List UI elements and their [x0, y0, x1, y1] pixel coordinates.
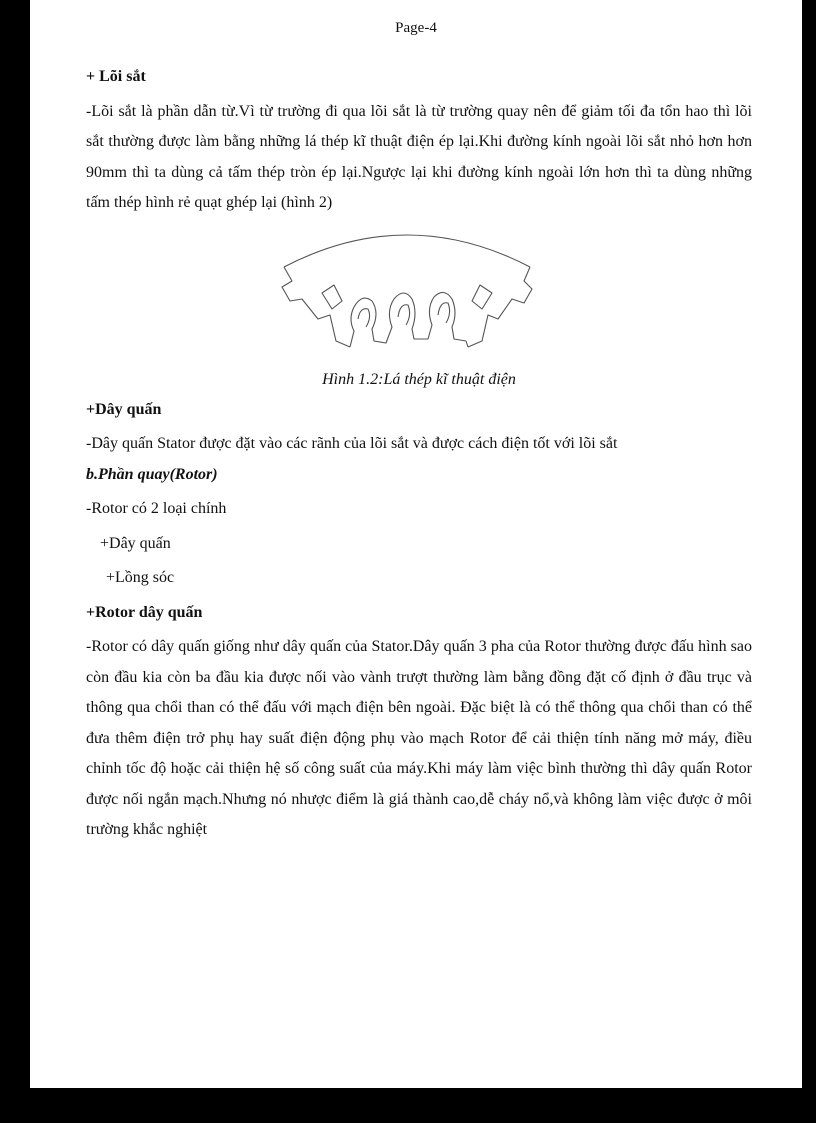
- rotor-type-long-soc: +Lồng sóc: [106, 569, 175, 586]
- paragraph-rotor-day-quan: -Rotor có dây quấn giống như dây quấn của Stator.Dây quấn 3 pha của Rotor thường được đấu hình sao còn đầu kia còn ba đầu kia được nối vào vành trượt thường làm bằng đồng đặt cố định ở đầu trục và thông qua chổi than có thể đấu với mạch điện bên ngoài. Đặc biệt là có thể thông qua chổi than có thể đưa thêm điện trở phụ hay suất điện động phụ vào mạch Rotor để cải thiện tính năng mở máy, điều chỉnh tốc độ hoặc cải thiện hệ số công suất của máy.Khi máy làm việc bình thường thì dây quấn Rotor được nối ngắn mạch.Nhưng nó nhược điểm là giá thành cao,dễ cháy nổ,và không làm việc được ở môi trường khắc nghiệt: [86, 638, 752, 838]
- slot-2-inner: [398, 304, 410, 324]
- subheading-rotor: b.Phần quay(Rotor): [86, 465, 218, 483]
- steel-lamination-illustration: [262, 223, 552, 363]
- slot-right-partial: [472, 285, 492, 309]
- heading-rotor-day-quan: +Rotor dây quấn: [86, 603, 203, 621]
- slot-left-partial: [322, 285, 342, 309]
- page-number: Page-4: [395, 20, 437, 36]
- slot-3-inner: [438, 302, 450, 322]
- slot-1-inner: [358, 308, 370, 326]
- page-content: [86, 62, 752, 846]
- heading-day-quan: +Dây quấn: [86, 400, 162, 418]
- paragraph-day-quan: -Dây quấn Stator được đặt vào các rãnh của lõi sắt và được cách điện tốt với lõi sắt: [86, 435, 618, 452]
- rotor-type-day-quan: +Dây quấn: [100, 534, 171, 552]
- paragraph-loi-sat: -Lõi sắt là phần dẫn từ.Vì từ trường đi qua lõi sắt là từ trường quay nên để giảm tối đa tổn hao thì lõi sắt thường được làm bằng những lá thép kĩ thuật điện ép lại.Khi đường kính ngoài lõi sắt nhỏ hơn hơn 90mm thì ta dùng cả tấm thép tròn ép lại.Ngược lại khi đường kính ngoài lớn hơn thì ta dùng những tấm thép hình rẻ quạt ghép lại (hình 2): [86, 102, 752, 211]
- figure-caption: Hình 1.2:Lá thép kĩ thuật điện: [322, 370, 516, 388]
- heading-loi-sat: + Lõi sắt: [86, 68, 146, 85]
- rotor-intro: -Rotor có 2 loại chính: [86, 500, 227, 517]
- lamination-right-edge: [468, 267, 532, 347]
- document-page: [30, 0, 802, 1088]
- lamination-left-edge: [282, 267, 350, 347]
- lamination-outer-arc: [284, 235, 530, 267]
- figure-steel-lamination: [86, 223, 752, 395]
